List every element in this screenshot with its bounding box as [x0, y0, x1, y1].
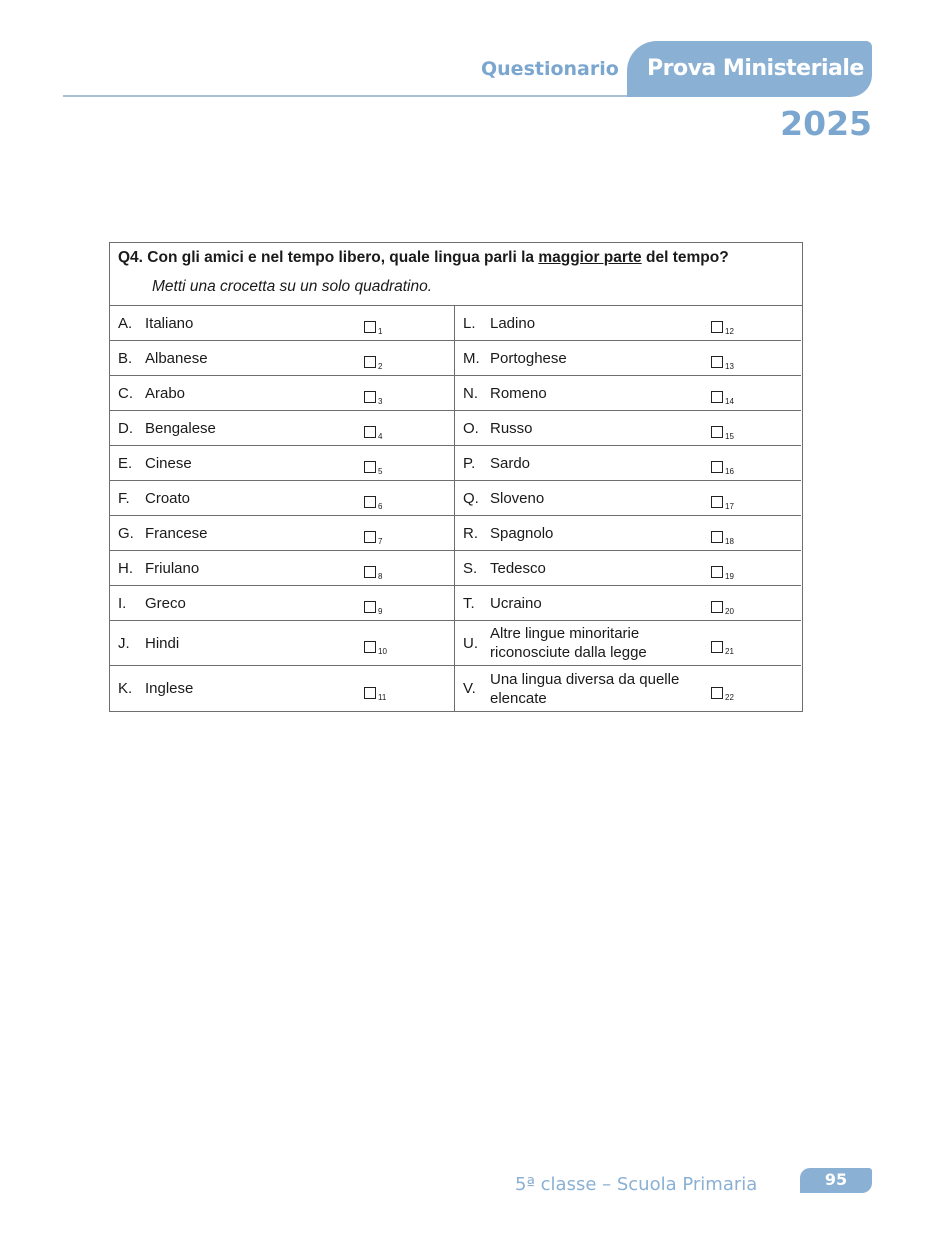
option-label: Una lingua diversa da quelle elencate [490, 670, 680, 707]
footer-class-label: 5ª classe – Scuola Primaria [515, 1174, 758, 1195]
option-row [455, 481, 801, 516]
option-letter: H. [118, 559, 133, 577]
option-label: Sardo [490, 454, 531, 472]
option-checkbox-wrap [711, 593, 801, 616]
option-letter: P. [463, 454, 476, 472]
option-code: 6 [378, 502, 383, 511]
option-checkbox-wrap [364, 558, 454, 581]
option-row [110, 621, 454, 666]
option-letter: M. [463, 349, 480, 367]
option-row [110, 481, 454, 516]
question-table [109, 242, 803, 712]
header-year: 2025 [780, 104, 872, 143]
options-column-right [455, 306, 801, 711]
option-checkbox-wrap [364, 383, 454, 406]
option-label: Arabo [145, 384, 186, 402]
option-letter: K. [118, 680, 133, 697]
option-checkbox-wrap [711, 679, 801, 702]
option-label: Ladino [490, 314, 536, 332]
option-label: Altre lingue minoritarie riconosciute dalla legge [490, 625, 647, 661]
option-label: Greco [145, 594, 186, 612]
option-checkbox[interactable] [711, 641, 723, 653]
option-row [455, 666, 801, 711]
option-checkbox-wrap [364, 523, 454, 546]
option-checkbox-wrap [711, 313, 801, 336]
option-code: 13 [725, 362, 734, 371]
option-code: 2 [378, 362, 383, 371]
option-checkbox[interactable] [711, 356, 723, 368]
option-checkbox[interactable] [364, 391, 376, 403]
option-code: 12 [725, 327, 734, 336]
option-label: Bengalese [145, 419, 216, 437]
option-row [110, 446, 454, 481]
option-label: Sloveno [490, 489, 545, 507]
option-code: 17 [725, 502, 734, 511]
option-row [455, 306, 801, 341]
option-letter: F. [118, 489, 130, 507]
header-tab-title: Prova Ministeriale [647, 56, 864, 81]
option-checkbox[interactable] [364, 461, 376, 473]
option-checkbox-wrap [364, 593, 454, 616]
option-checkbox-wrap [364, 348, 454, 371]
option-letter: R. [463, 524, 478, 542]
option-letter: J. [118, 634, 130, 652]
option-row [455, 551, 801, 586]
question-number: Q4. [118, 249, 143, 266]
options-column-left [110, 306, 455, 711]
option-code: 11 [378, 692, 387, 702]
option-checkbox[interactable] [711, 601, 723, 613]
option-checkbox[interactable] [711, 321, 723, 333]
option-checkbox[interactable] [364, 356, 376, 368]
option-checkbox[interactable] [364, 496, 376, 508]
option-letter: G. [118, 524, 134, 542]
option-code: 7 [378, 537, 383, 546]
page-number: 95 [824, 1170, 848, 1189]
option-checkbox-wrap [364, 633, 454, 656]
option-code: 20 [725, 607, 734, 616]
option-letter: U. [463, 634, 478, 652]
header-divider [63, 95, 643, 97]
option-label: Tedesco [490, 559, 546, 577]
question-instruction: Metti una crocetta su un solo quadratino. [152, 278, 433, 295]
option-checkbox-wrap [364, 453, 454, 476]
option-row [110, 551, 454, 586]
option-row [455, 376, 801, 411]
option-row [455, 446, 801, 481]
option-row [110, 666, 454, 711]
option-code: 19 [725, 572, 734, 581]
option-label: Portoghese [490, 349, 567, 367]
option-label: Ucraino [490, 594, 542, 612]
option-code: 22 [725, 692, 734, 702]
option-checkbox[interactable] [364, 426, 376, 438]
option-row [110, 306, 454, 341]
question-text-underlined: maggior parte [538, 249, 642, 266]
option-letter: S. [463, 559, 478, 577]
option-letter: N. [463, 384, 478, 402]
option-checkbox-wrap [711, 383, 801, 406]
option-label: Hindi [145, 634, 180, 652]
option-checkbox-wrap [711, 523, 801, 546]
option-checkbox[interactable] [364, 531, 376, 543]
option-checkbox[interactable] [711, 496, 723, 508]
option-checkbox[interactable] [711, 461, 723, 473]
header-section: Questionario [481, 58, 619, 80]
option-checkbox-wrap [711, 418, 801, 441]
question-title [118, 247, 794, 269]
option-letter: E. [118, 454, 133, 472]
option-label: Italiano [145, 314, 194, 332]
option-label: Friulano [145, 559, 200, 577]
option-label: Francese [145, 524, 208, 542]
option-code: 16 [725, 467, 734, 476]
option-checkbox-wrap [364, 418, 454, 441]
option-code: 9 [378, 607, 383, 616]
option-label: Spagnolo [490, 524, 554, 542]
option-checkbox-wrap [364, 488, 454, 511]
option-checkbox[interactable] [711, 426, 723, 438]
option-code: 14 [725, 397, 734, 406]
option-letter: C. [118, 384, 133, 402]
option-checkbox[interactable] [711, 531, 723, 543]
option-label: Cinese [145, 454, 192, 472]
option-checkbox-wrap [364, 679, 454, 702]
option-checkbox[interactable] [364, 321, 376, 333]
question-header [110, 243, 802, 306]
option-label: Inglese [145, 680, 194, 697]
option-row [455, 411, 801, 446]
option-row [110, 516, 454, 551]
option-checkbox[interactable] [364, 601, 376, 613]
option-code: 15 [725, 432, 734, 441]
option-row [110, 376, 454, 411]
option-label: Albanese [145, 349, 208, 367]
option-letter: Q. [463, 489, 479, 507]
option-checkbox-wrap [711, 453, 801, 476]
option-row [455, 586, 801, 621]
option-checkbox[interactable] [364, 687, 376, 699]
option-row [455, 341, 801, 376]
option-checkbox-wrap [711, 488, 801, 511]
option-code: 3 [378, 397, 383, 406]
option-letter: L. [463, 314, 476, 332]
option-code: 18 [725, 537, 734, 546]
option-row [110, 586, 454, 621]
option-letter: B. [118, 349, 133, 367]
option-code: 1 [378, 327, 383, 336]
options-grid [110, 306, 802, 711]
option-checkbox[interactable] [364, 641, 376, 653]
option-row [110, 411, 454, 446]
option-code: 10 [378, 647, 387, 656]
question-text-after: del tempo? [641, 249, 729, 266]
option-row [455, 621, 801, 666]
option-letter: I. [118, 594, 127, 612]
question-text-before: Con gli amici e nel tempo libero, quale lingua parli la [147, 249, 539, 266]
option-checkbox-wrap [711, 633, 801, 656]
option-letter: V. [463, 680, 476, 697]
option-letter: D. [118, 419, 133, 437]
option-checkbox[interactable] [364, 566, 376, 578]
option-row [455, 516, 801, 551]
option-letter: O. [463, 419, 479, 437]
option-checkbox[interactable] [711, 391, 723, 403]
option-code: 8 [378, 572, 383, 581]
option-checkbox-wrap [364, 313, 454, 336]
option-label: Croato [145, 489, 191, 507]
option-letter: T. [463, 594, 475, 612]
option-checkbox[interactable] [711, 566, 723, 578]
option-checkbox[interactable] [711, 687, 723, 699]
option-checkbox-wrap [711, 348, 801, 371]
option-code: 21 [725, 647, 734, 656]
option-label: Romeno [490, 384, 547, 402]
option-row [110, 341, 454, 376]
option-code: 5 [378, 467, 383, 476]
option-code: 4 [378, 432, 383, 441]
option-letter: A. [118, 314, 133, 332]
option-label: Russo [490, 419, 533, 437]
option-checkbox-wrap [711, 558, 801, 581]
